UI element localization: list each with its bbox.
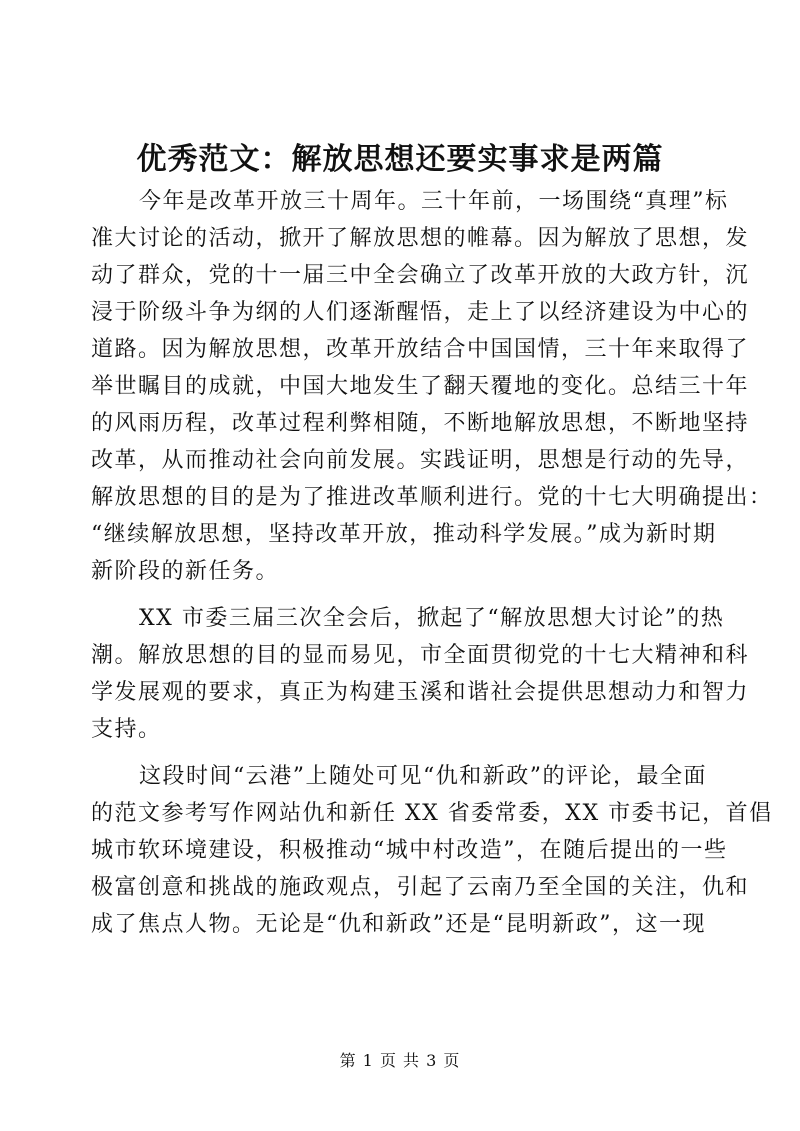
text-line: XX 市委三届三次全会后，掀起了“解放思想大讨论”的热 [139,606,725,631]
text-line: 的范文参考写作网站仇和新任 XX 省委常委，XX 市委书记，首倡 [91,801,773,826]
text-line: “继续解放思想，坚持改革开放，推动科学发展。”成为新时期 [91,522,717,547]
document-title: 优秀范文：解放思想还要实事求是两篇 [136,142,664,177]
text-line: 改革，从而推动社会向前发展。实践证明，思想是行动的先导， [91,448,750,473]
page-number-footer: 第 1 页 共 3 页 [339,1051,461,1070]
text-line: 新阶段的新任务。 [91,559,280,584]
text-line: 今年是改革开放三十周年。三十年前，一场围绕“真理”标 [139,189,729,214]
text-line: 潮。解放思想的目的显而易见，市全面贯彻党的十七大精神和科 [91,643,750,668]
text-line: 举世瞩目的成就，中国大地发生了翻天覆地的变化。总结三十年 [91,374,750,399]
document-body [91,183,773,953]
text-line: 浸于阶级斗争为纲的人们逐渐醒悟，走上了以经济建设为中心的 [91,300,750,325]
text-line: 准大讨论的活动，掀开了解放思想的帷幕。因为解放了思想，发 [91,226,750,251]
text-line: 学发展观的要求，真正为构建玉溪和谐社会提供思想动力和智力 [91,680,750,705]
text-line: 动了群众，党的十一届三中全会确立了改革开放的大政方针，沉 [91,263,750,288]
paragraph-1 [91,183,773,590]
text-line: 这段时间“云港”上随处可见“仇和新政”的评论，最全面 [139,764,707,789]
paragraph-3 [91,758,773,943]
text-line: 解放思想的目的是为了推进改革顺利进行。党的十七大明确提出： [91,485,773,510]
text-line: 成了焦点人物。无论是“仇和新政”还是“昆明新政”，这一现 [91,912,706,937]
text-line: 城市软环境建设，积极推动“城中村改造”，在随后提出的一些 [91,838,728,863]
text-line: 极富创意和挑战的施政观点，引起了云南乃至全国的关注，仇和 [91,875,750,900]
paragraph-2 [91,600,750,748]
text-line: 支持。 [91,717,162,742]
text-line: 道路。因为解放思想，改革开放结合中国国情，三十年来取得了 [91,337,750,362]
text-line: 的风雨历程，改革过程利弊相随，不断地解放思想，不断地坚持 [91,411,750,436]
